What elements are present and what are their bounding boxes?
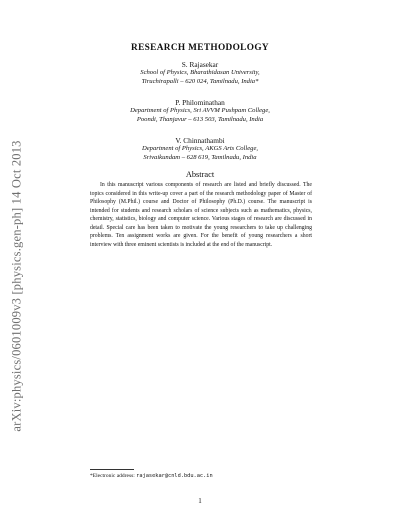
paper-title: RESEARCH METHODOLOGY xyxy=(131,43,269,53)
author-affiliation-line: Tiruchirapalli – 620 024, Tamilnadu, India* xyxy=(141,77,259,85)
author-affiliation-line: Department of Physics, Sri AVVM Pushpam College, xyxy=(130,107,270,114)
author-affiliation-line: Poondi, Thanjavur – 613 503, Tamilnadu, India xyxy=(136,115,264,123)
author-name: V. Chinnathambi xyxy=(175,136,225,145)
author-affiliation-line: Srivaikundam – 628 619, Tamilnadu, India xyxy=(143,153,257,161)
footnote-rule xyxy=(90,469,134,470)
abstract-heading: Abstract xyxy=(185,170,215,179)
abstract-body xyxy=(90,181,312,249)
author-name: S. Rajasekar xyxy=(181,60,219,69)
author-block-3 xyxy=(0,136,400,162)
page-number: 1 xyxy=(198,497,202,505)
author-affiliation-line: School of Physics, Bharathidasan University, xyxy=(140,69,260,76)
author-name: P. Philominathan xyxy=(175,98,225,107)
footnote-label: *Electronic address: xyxy=(90,473,137,479)
footnote xyxy=(90,473,213,480)
arxiv-stamp-text[interactable]: arXiv:physics/0601009v3 [physics.gen-ph] 14 Oct 2013 xyxy=(9,140,24,432)
author-affiliation-line: Department of Physics, AKGS Arts College, xyxy=(141,145,259,152)
abstract-paragraph: In this manuscript various components of research are listed and briefly discussed. The topics considered in this write-up cover a part of the research methodology paper of Master of Philosophy (M.Phil.) course and Doctor of Philosophy (Ph.D.) course. The manuscript is intended for students and research scholars of science subjects such as mathematics, physics, chemistry, statistics, biology and computer science. Various stages of research are discussed in detail. Special care has been taken to motivate the young researchers to take up challenging problems. Ten assignment works are given. For the benefit of young researchers a short interview with three eminent scientists is included at the end of the manuscript. xyxy=(90,182,312,248)
author-block-1 xyxy=(0,60,400,86)
footnote-email-link[interactable]: rajasekar@cnld.bdu.ac.in xyxy=(136,473,213,479)
author-block-2 xyxy=(0,98,400,124)
